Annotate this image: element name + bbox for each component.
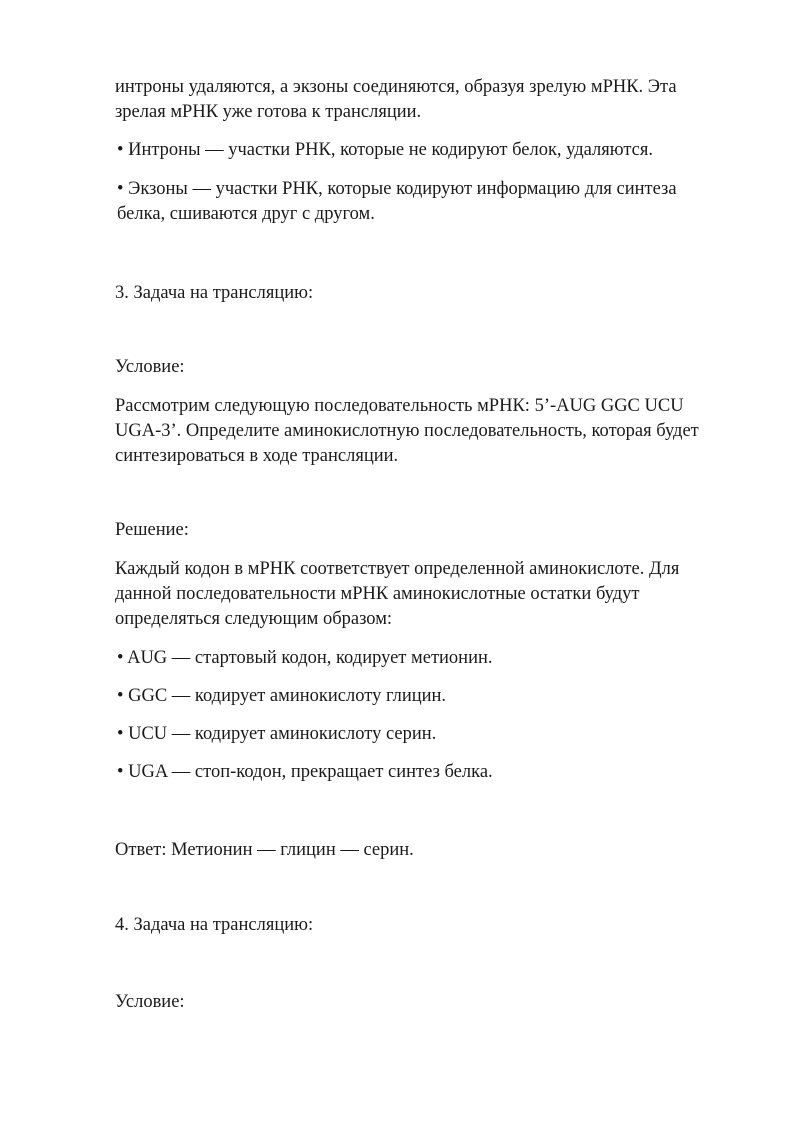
condition-text-line-2: UGA-3’. Определите аминокислотную последовательность, которая будет [115, 421, 699, 441]
paragraph-intro [115, 75, 715, 125]
bullet-introns: • Интроны — участки РНК, которые не кодируют белок, удаляются. [117, 140, 654, 160]
bullet-codon-ucu: • UCU — кодирует аминокислоту серин. [117, 724, 437, 744]
bullet-exons [117, 177, 717, 227]
solution-label: Решение: [115, 520, 189, 540]
bullet-exons-line-1: • Экзоны — участки РНК, которые кодируют информацию для синтеза [117, 179, 677, 199]
paragraph-intro-line-2: зрелая мРНК уже готова к трансляции. [115, 102, 422, 122]
condition-text-line-1: Рассмотрим следующую последовательность мРНК: 5’-AUG GGC UCU [115, 396, 684, 416]
bullet-exons-line-2: белка, сшиваются друг с другом. [117, 204, 375, 224]
task-3-heading: 3. Задача на трансляцию: [115, 283, 314, 303]
solution-text-line-3: определяться следующим образом: [115, 609, 393, 629]
bullet-codon-uga: • UGA — стоп-кодон, прекращает синтез белка. [117, 762, 493, 782]
condition-text [115, 394, 715, 469]
condition-label: Условие: [115, 357, 185, 377]
solution-text [115, 557, 715, 632]
bullet-codon-aug: • AUG — стартовый кодон, кодирует метионин. [117, 648, 493, 668]
answer: Ответ: Метионин — глицин — серин. [115, 840, 414, 860]
bullet-codon-ggc: • GGC — кодирует аминокислоту глицин. [117, 686, 447, 706]
paragraph-intro-line-1: интроны удаляются, а экзоны соединяются, образуя зрелую мРНК. Эта [115, 77, 677, 97]
solution-text-line-1: Каждый кодон в мРНК соответствует определенной аминокислоте. Для [115, 559, 680, 579]
task-4-heading: 4. Задача на трансляцию: [115, 915, 314, 935]
condition-text-line-3: синтезироваться в ходе трансляции. [115, 446, 399, 466]
condition-label-2: Условие: [115, 992, 185, 1012]
solution-text-line-2: данной последовательности мРНК аминокислотные остатки будут [115, 584, 640, 604]
